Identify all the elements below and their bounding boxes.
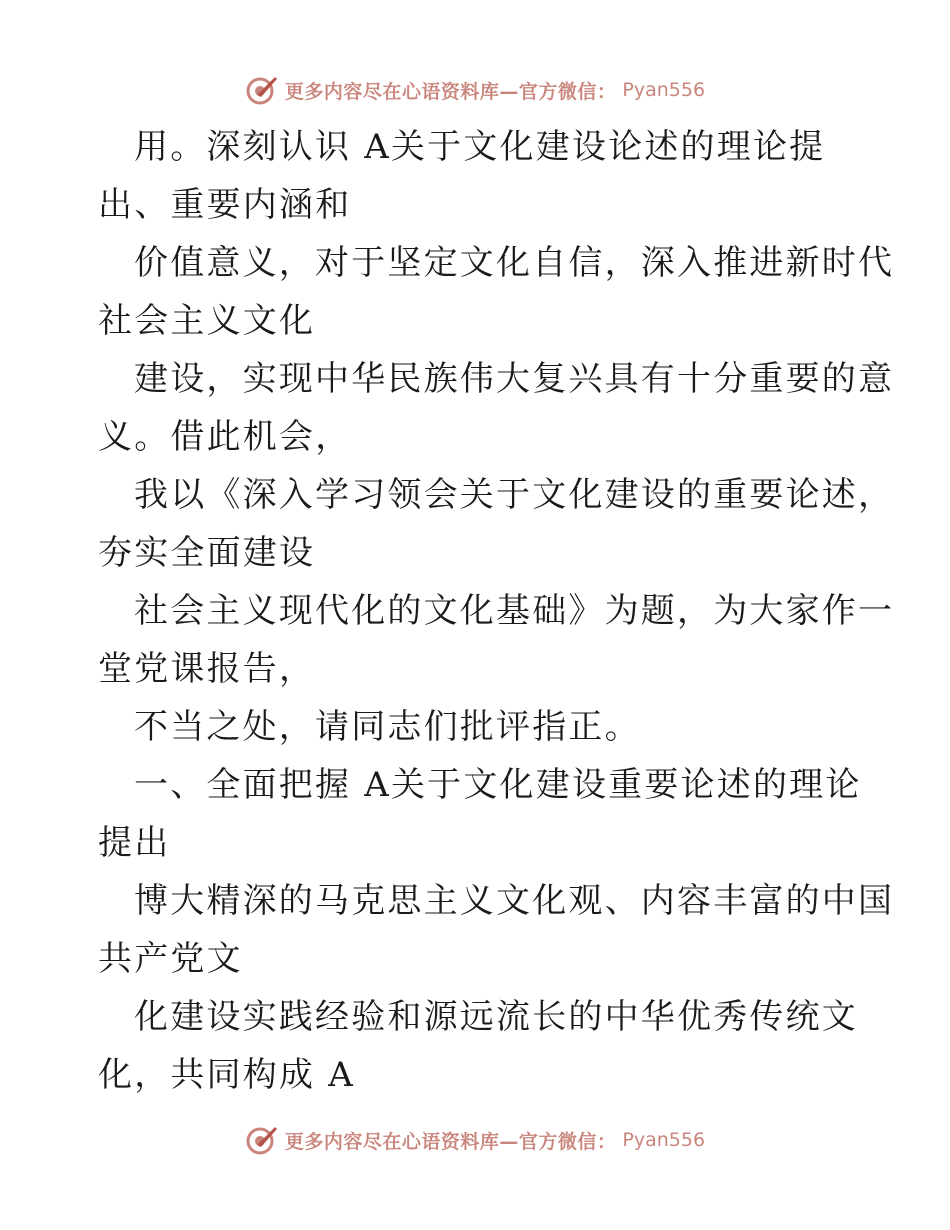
- text-line: 建设，实现中华民族伟大复兴具有十分重要的意: [134, 359, 895, 399]
- text-line: 社会主义现代化的文化基础》为题，为大家作一: [134, 591, 895, 631]
- header-watermark: [0, 70, 950, 110]
- text-line: 出、重要内涵和: [98, 185, 352, 225]
- text-line: 我以《深入学习领会关于文化建设的重要论述，: [134, 475, 895, 515]
- text-line: 价值意义，对于坚定文化自信，深入推进新时代: [134, 243, 895, 283]
- text-line: 义。借此机会，: [98, 417, 352, 457]
- section-heading: 一、全面把握 A关于文化建设重要论述的理论: [134, 765, 862, 805]
- text-line: 不当之处，请同志们批评指正。: [134, 707, 641, 747]
- quill-logo-icon: [245, 73, 279, 107]
- document-body: [98, 118, 895, 1104]
- quill-logo-icon: [245, 1123, 279, 1157]
- text-line: 夯实全面建设: [98, 533, 316, 573]
- watermark-account: Pyan556: [622, 79, 706, 101]
- text-line: 社会主义文化: [98, 301, 316, 341]
- footer-watermark: [0, 1120, 950, 1160]
- text-line: 堂党课报告，: [98, 649, 316, 689]
- watermark-account: Pyan556: [622, 1129, 706, 1151]
- text-line: 博大精深的马克思主义文化观、内容丰富的中国: [134, 881, 895, 921]
- watermark-text: 更多内容尽在心语资料库—官方微信：: [284, 80, 617, 103]
- text-line: 化建设实践经验和源远流长的中华优秀传统文: [134, 997, 858, 1037]
- text-line: 用。深刻认识 A关于文化建设论述的理论提: [134, 127, 826, 167]
- watermark-text: 更多内容尽在心语资料库—官方微信：: [284, 1130, 617, 1153]
- text-line: 提出: [98, 823, 171, 863]
- text-line: 共产党文: [98, 939, 243, 979]
- text-line: 化，共同构成 A: [98, 1055, 355, 1095]
